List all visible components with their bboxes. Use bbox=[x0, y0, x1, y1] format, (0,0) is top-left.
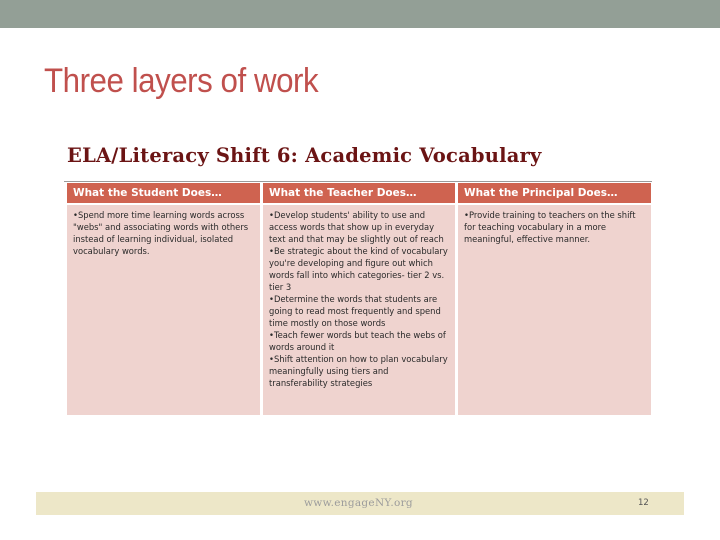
shift-figure bbox=[64, 140, 654, 420]
principal-bullet: •Provide training to teachers on the shift for teaching vocabulary in a more meaningful, effective manner. bbox=[464, 210, 636, 244]
cell-teacher bbox=[263, 205, 455, 415]
teacher-bullet: •Determine the words that students are going to read most frequently and spend time mostly on those words bbox=[269, 294, 441, 328]
teacher-bullet: •Teach fewer words but teach the webs of words around it bbox=[269, 330, 446, 352]
header-teacher: What the Teacher Does… bbox=[263, 183, 455, 203]
figure-divider bbox=[64, 181, 652, 182]
principal-column bbox=[458, 183, 651, 415]
cell-student bbox=[67, 205, 260, 415]
roles-table bbox=[67, 183, 654, 415]
teacher-column bbox=[263, 183, 455, 415]
footer-url: www.engageNY.org bbox=[304, 497, 413, 509]
header-principal: What the Principal Does… bbox=[458, 183, 651, 203]
teacher-bullet: •Develop students' ability to use and access words that show up in everyday text and that may be slightly out of reach bbox=[269, 210, 444, 244]
cell-principal bbox=[458, 205, 651, 415]
teacher-bullet: •Shift attention on how to plan vocabulary meaningfully using tiers and transferability strategies bbox=[269, 354, 448, 388]
teacher-bullet: •Be strategic about the kind of vocabulary you're developing and figure out which words fall into which categories- tier 2 vs. tier 3 bbox=[269, 246, 448, 292]
header-student: What the Student Does… bbox=[67, 183, 260, 203]
footer-band bbox=[36, 492, 684, 515]
slide-title: Three layers of work bbox=[44, 62, 319, 100]
top-header-bar bbox=[0, 0, 720, 28]
student-bullet: •Spend more time learning words across "webs" and associating words with others instead of learning individual, isolated vocabulary words. bbox=[73, 210, 249, 256]
page-number: 12 bbox=[638, 498, 649, 508]
figure-title: ELA/Literacy Shift 6: Academic Vocabulary bbox=[67, 144, 542, 167]
student-column bbox=[67, 183, 260, 415]
